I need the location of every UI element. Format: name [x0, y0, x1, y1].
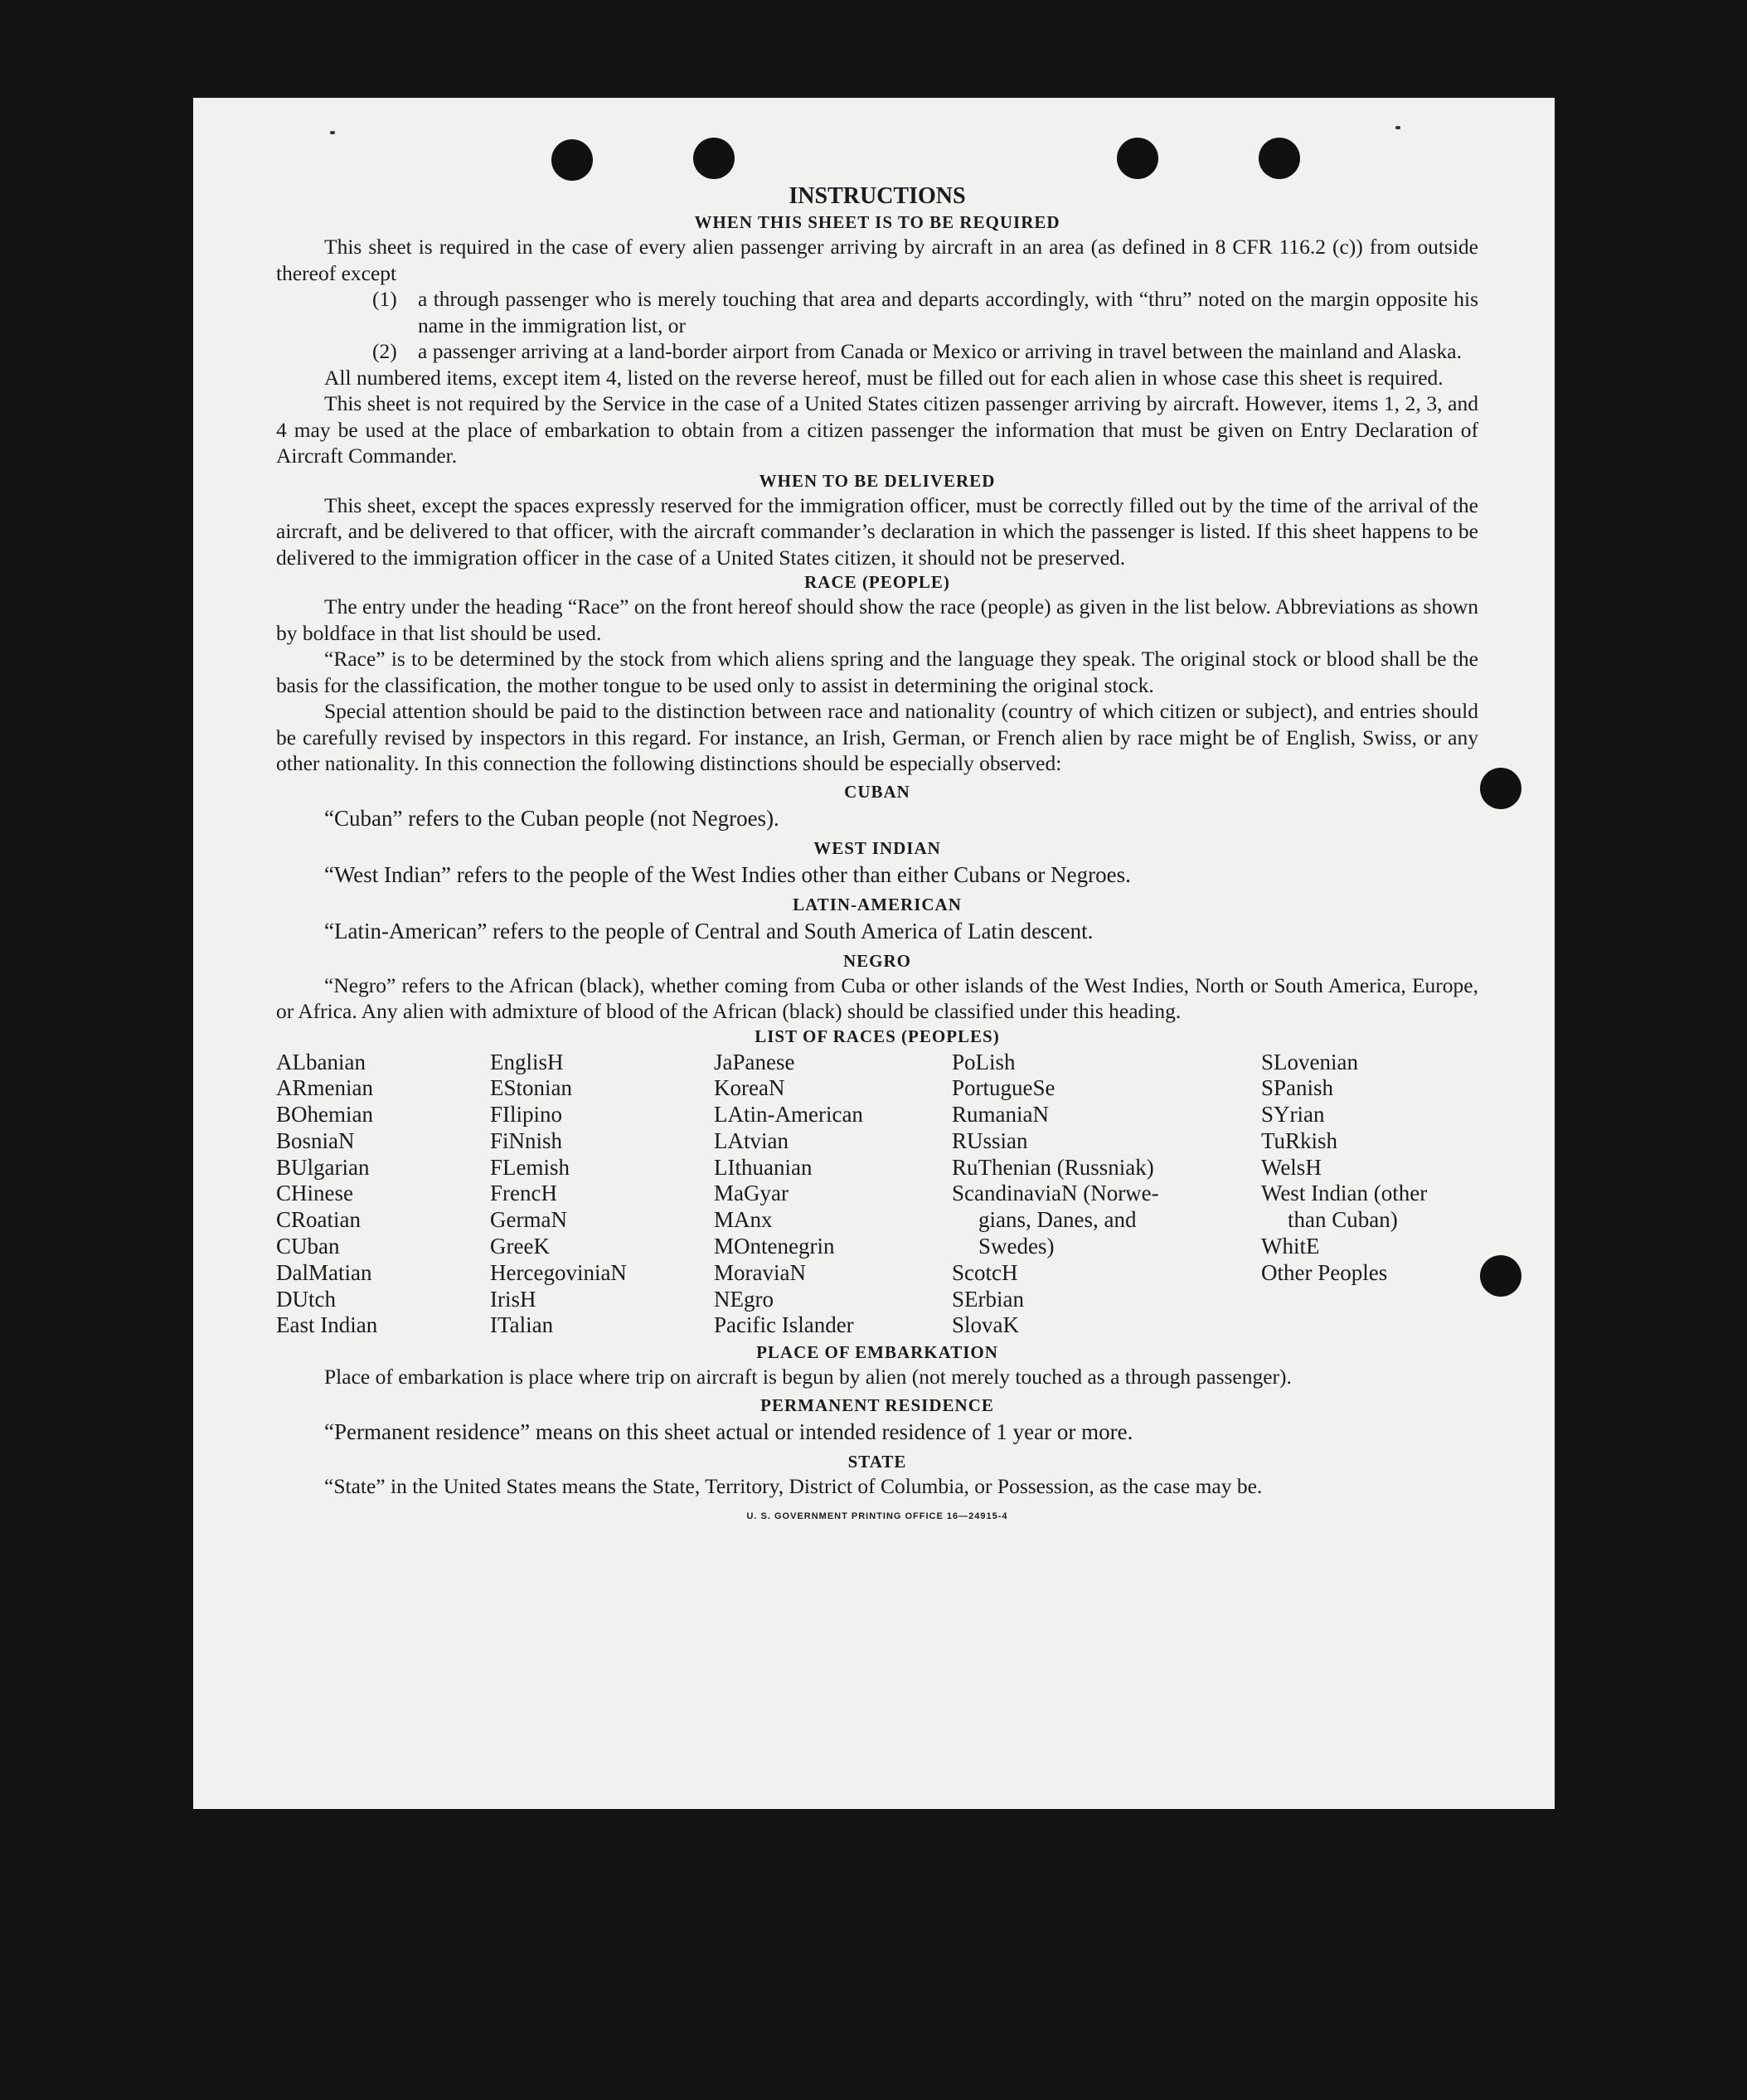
section-heading-races-list: LIST OF RACES (PEOPLES)	[755, 1026, 1000, 1046]
paragraph: Place of embarkation is place where trip on aircraft is begun by alien (not merely touched as a through passenger).	[324, 1365, 1292, 1389]
race-entry: GermaN	[490, 1207, 567, 1233]
race-entry: PoLish	[952, 1049, 1016, 1074]
race-entry: SLovenian	[1261, 1049, 1358, 1074]
section-heading-cuban: CUBAN	[844, 781, 910, 802]
item-number: (2)	[372, 339, 397, 363]
race-entry: JaPanese	[714, 1049, 795, 1074]
section-heading-when-required: WHEN THIS SHEET IS TO BE REQUIRED	[694, 212, 1060, 232]
race-entry: WhitE	[1261, 1234, 1320, 1259]
item-text: a passenger arriving at a land-border airport from Canada or Mexico or arriving in travel between the mainland and Alaska.	[418, 339, 1462, 363]
list-item	[372, 338, 1478, 365]
race-entry: MOntenegrin	[714, 1234, 835, 1259]
race-entry: IrisH	[490, 1286, 536, 1312]
race-entry: SErbian	[952, 1286, 1024, 1312]
punch-hole	[693, 138, 735, 179]
punch-hole	[1480, 768, 1521, 809]
race-entry: ScotcH	[952, 1259, 1018, 1285]
race-entry: LAtvian	[714, 1128, 789, 1153]
race-entry: East Indian	[276, 1312, 378, 1338]
definition: “Cuban” refers to the Cuban people (not Negroes).	[324, 805, 779, 831]
race-entry: CRoatian	[276, 1207, 361, 1233]
race-entry: FLemish	[490, 1154, 570, 1180]
race-entry: ScandinaviaN (Norwe-	[952, 1181, 1159, 1206]
item-text: a through passenger who is merely touching that area and departs accordingly, with “thru” noted on the margin opposite his name in the immigration list, or	[418, 287, 1478, 337]
races-column	[490, 1050, 714, 1340]
race-entry: DalMatian	[276, 1259, 372, 1285]
race-entry: Swedes)	[978, 1234, 1055, 1259]
race-entry: RuThenian (Russniak)	[952, 1154, 1154, 1180]
printer-imprint: U. S. GOVERNMENT PRINTING OFFICE 16—24915-4	[746, 1511, 1008, 1522]
race-entry: KoreaN	[714, 1075, 785, 1101]
speck	[1395, 126, 1400, 129]
race-entry: EStonian	[490, 1075, 572, 1101]
race-entry: TuRkish	[1261, 1128, 1338, 1153]
race-entry: FrencH	[490, 1181, 557, 1206]
race-entry: BosniaN	[276, 1128, 355, 1153]
race-entry: MoraviaN	[714, 1259, 806, 1285]
list-item	[372, 286, 1478, 338]
section-heading-race: RACE (PEOPLE)	[804, 572, 950, 592]
race-entry: MAnx	[714, 1207, 773, 1233]
race-entry: DUtch	[276, 1286, 336, 1312]
item-number: (1)	[372, 287, 397, 311]
race-entry: LIthuanian	[714, 1154, 813, 1180]
punch-hole	[1480, 1255, 1521, 1297]
instructions-content	[276, 182, 1478, 1530]
races-column	[276, 1050, 490, 1340]
section-heading-west-indian: WEST INDIAN	[813, 837, 941, 858]
race-entry: ARmenian	[276, 1075, 373, 1101]
race-entry: GreeK	[490, 1234, 550, 1259]
section-heading-state: STATE	[847, 1451, 907, 1472]
paragraph: This sheet, except the spaces expressly reserved for the immigration officer, must be correctly filled out by the time of the arrival of the aircraft, and be delivered to that officer, with the aircraft commander’s declaration in which the passenger is listed. If this sheet happens to be delivered to the immigration officer in the case of a United States citizen, it should not be preserved.	[276, 492, 1478, 570]
race-entry: SYrian	[1261, 1102, 1325, 1128]
race-entry: PortugueSe	[952, 1075, 1055, 1101]
race-entry: Other Peoples	[1261, 1259, 1388, 1285]
paragraph: This sheet is not required by the Service in the case of a United States citizen passenger arriving by aircraft. However, items 1, 2, 3, and 4 may be used at the place of embarkation to obtain from a citizen passenger the information that must be given on Entry Declaration of Aircraft Commander.	[276, 391, 1478, 468]
paragraph: “Race” is to be determined by the stock from which aliens spring and the language they speak. The original stock or blood shall be the basis for the classification, the mother tongue to be used only to assist in determining the original stock.	[276, 647, 1478, 697]
race-entry: West Indian (other	[1261, 1181, 1428, 1206]
race-entry: RUssian	[952, 1128, 1028, 1153]
race-entry: NEgro	[714, 1286, 774, 1312]
race-entry: than Cuban)	[1288, 1207, 1398, 1233]
paragraph: All numbered items, except item 4, listed on the reverse hereof, must be filled out for each alien in whose case this sheet is required.	[324, 365, 1444, 390]
race-entry: FiNnish	[490, 1128, 563, 1153]
race-entry: WelsH	[1261, 1154, 1322, 1180]
section-heading-when-delivered: WHEN TO BE DELIVERED	[759, 470, 996, 491]
races-list	[276, 1050, 1478, 1340]
definition: “West Indian” refers to the people of the West Indies other than either Cubans or Negroes.	[324, 861, 1131, 887]
race-entry: BUlgarian	[276, 1154, 370, 1180]
race-entry: EnglisH	[490, 1049, 564, 1074]
races-column	[714, 1050, 952, 1340]
race-entry: RumaniaN	[952, 1102, 1049, 1128]
punch-hole	[551, 139, 593, 181]
race-entry: gians, Danes, and	[978, 1207, 1137, 1233]
race-entry: ALbanian	[276, 1049, 366, 1074]
speck	[330, 131, 335, 134]
punch-hole	[1117, 138, 1158, 179]
section-heading-latin-american: LATIN-AMERICAN	[793, 894, 962, 914]
race-entry: CUban	[276, 1234, 340, 1259]
race-entry: BOhemian	[276, 1102, 373, 1128]
race-entry: SPanish	[1261, 1075, 1334, 1101]
race-entry: LAtin-American	[714, 1102, 863, 1128]
punch-hole	[1259, 138, 1300, 179]
race-entry: FIlipino	[490, 1102, 563, 1128]
definition: “Permanent residence” means on this sheet actual or intended residence of 1 year or more.	[324, 1419, 1133, 1444]
race-entry: Pacific Islander	[714, 1312, 854, 1338]
paragraph: The entry under the heading “Race” on the front hereof should show the race (people) as given in the list below. Abbreviations as shown by boldface in that list should be used.	[276, 594, 1478, 645]
race-entry: ITalian	[490, 1312, 554, 1338]
race-entry: MaGyar	[714, 1181, 789, 1206]
section-heading-residence: PERMANENT RESIDENCE	[760, 1394, 994, 1415]
paragraph: This sheet is required in the case of every alien passenger arriving by aircraft in an area (as defined in 8 CFR 116.2 (c)) from outside thereof except	[276, 235, 1478, 285]
race-entry: CHinese	[276, 1181, 353, 1206]
races-column	[1261, 1050, 1478, 1340]
paragraph: “State” in the United States means the State, Territory, District of Columbia, or Possession, as the case may be.	[324, 1473, 1263, 1498]
document-sheet	[193, 98, 1555, 1809]
section-heading-negro: NEGRO	[842, 950, 911, 971]
races-column	[952, 1050, 1261, 1340]
section-heading-embarkation: PLACE OF EMBARKATION	[756, 1342, 998, 1363]
definition: “Latin-American” refers to the people of Central and South America of Latin descent.	[324, 918, 1094, 943]
race-entry: HercegoviniaN	[490, 1259, 627, 1285]
paragraph: “Negro” refers to the African (black), whether coming from Cuba or other islands of the West Indies, North or South America, Europe, or Africa. Any alien with admixture of blood of the African (black) should be classified under this heading.	[276, 972, 1478, 1023]
page-title: INSTRUCTIONS	[789, 183, 966, 209]
paragraph: Special attention should be paid to the distinction between race and nationality (country of which citizen or subject), and entries should be carefully revised by inspectors in this regard. For instance, an Irish, German, or French alien by race might be of English, Swiss, or any other nationality. In this connection the following distinctions should be especially observed:	[276, 699, 1478, 775]
race-entry: SlovaK	[952, 1312, 1019, 1338]
